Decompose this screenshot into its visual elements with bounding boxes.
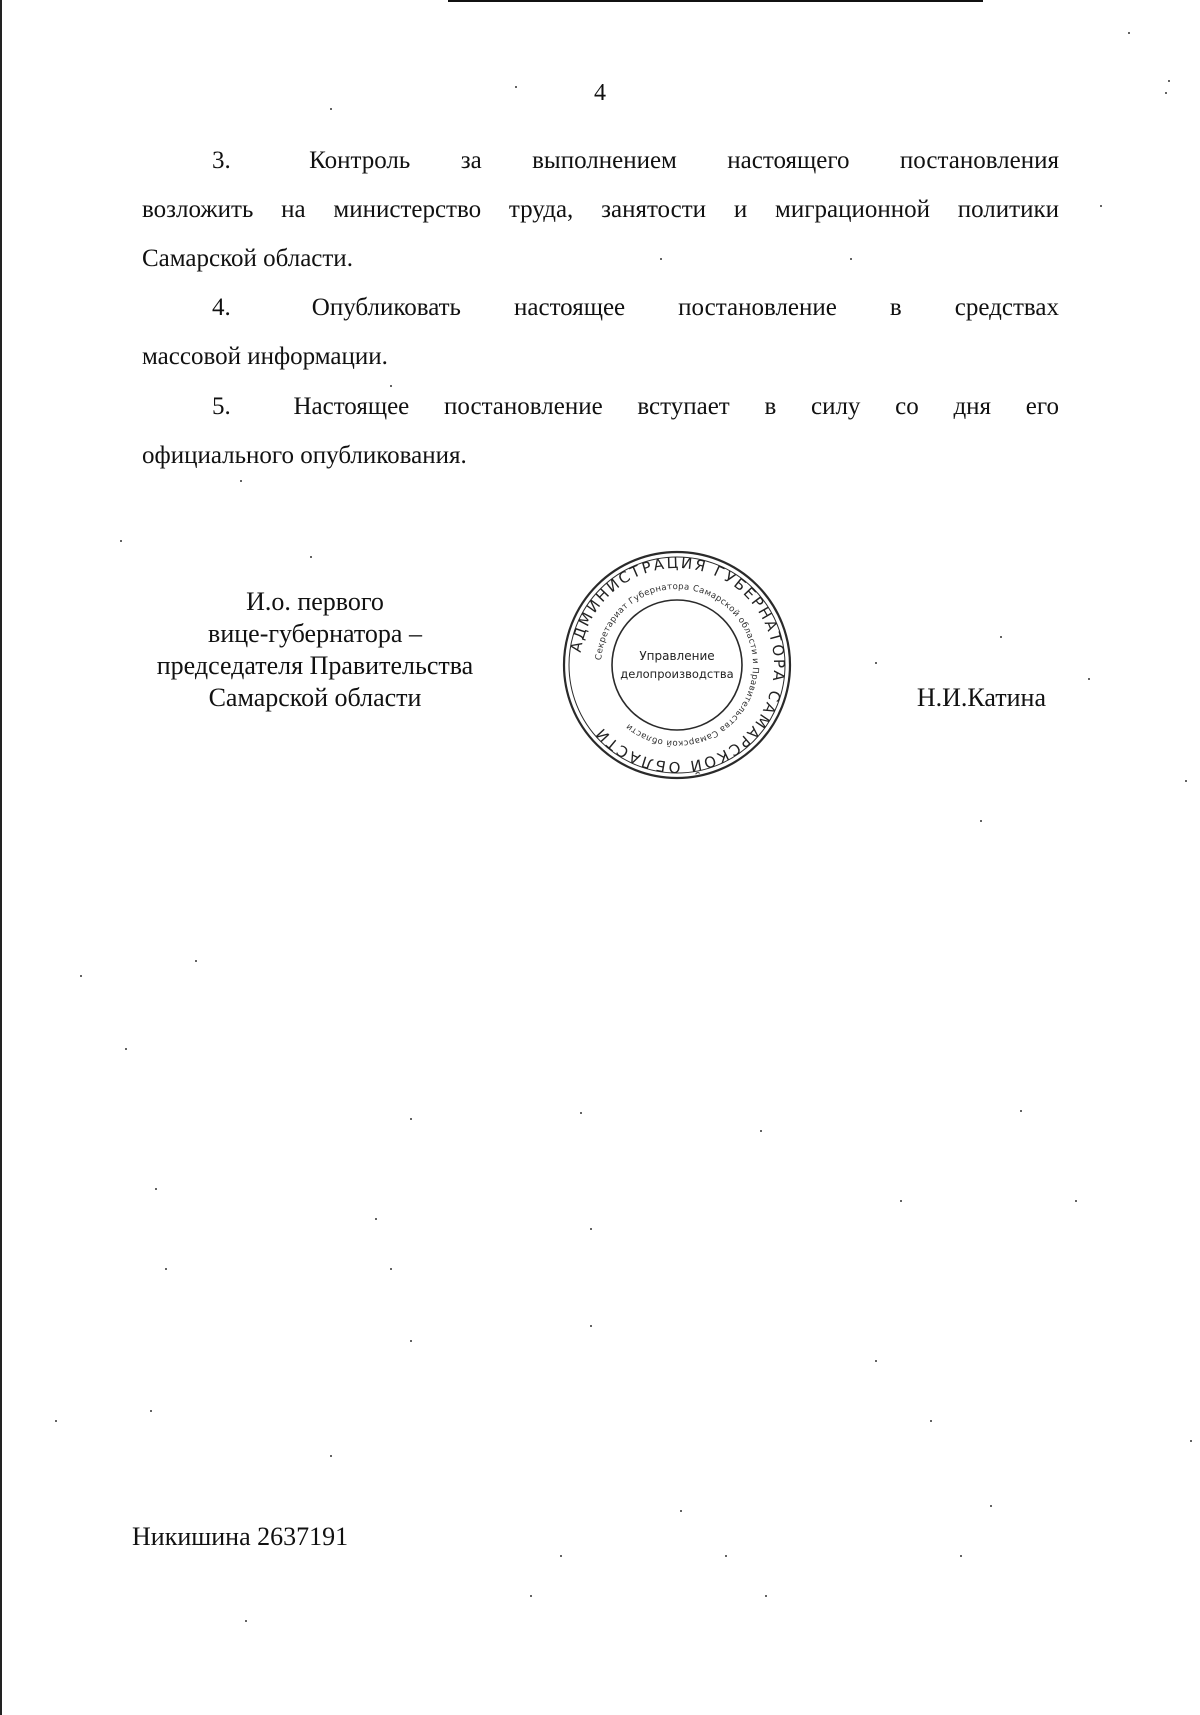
paragraph-word: силу [810, 393, 861, 420]
paragraph-first-line [142, 283, 1059, 332]
stamp-inner-text: Секретариат Губернатора Самарской области и Правительства Самарской области [594, 581, 761, 749]
paragraph-word: настоящее [514, 294, 626, 321]
paragraph-word: его [1025, 393, 1059, 420]
paragraph-last-line: Самарской области. [142, 245, 353, 272]
scan-speck [410, 1340, 412, 1342]
scan-speck [850, 258, 852, 260]
paragraph-word: дня [953, 393, 992, 420]
scan-speck [1075, 1200, 1077, 1202]
scan-speck [240, 480, 242, 482]
signatory-name: Н.И.Катина [916, 683, 1046, 712]
scan-speck [765, 1595, 767, 1597]
scan-speck [875, 662, 877, 664]
scan-speck [990, 1505, 992, 1507]
scan-speck [1000, 636, 1002, 638]
scan-speck [150, 1410, 152, 1412]
paragraph-word: средствах [954, 294, 1059, 321]
scan-top-edge-line [448, 0, 983, 2]
scan-speck [375, 1218, 377, 1220]
paragraph-number: 5. [212, 393, 231, 420]
signatory-title-line: Самарской области [208, 683, 422, 712]
paragraph-number: 3. [212, 147, 231, 174]
scan-speck [1168, 80, 1170, 82]
svg-text:Секретариат Губернатора Самарс [594, 582, 760, 748]
scan-speck [930, 1420, 932, 1422]
scan-speck [560, 1555, 562, 1557]
signatory-title [130, 586, 500, 714]
scan-speck [660, 258, 662, 260]
scan-speck [390, 1268, 392, 1270]
paragraph-word: выполнением [532, 147, 677, 174]
paragraph-word: труда, [508, 196, 574, 223]
scan-speck [155, 1188, 157, 1190]
signatory-title-line: вице-губернатора – [208, 619, 422, 648]
scan-speck [390, 385, 392, 387]
scan-speck [1185, 780, 1187, 782]
scan-speck [245, 1620, 247, 1622]
paragraph-word: занятости [601, 196, 707, 223]
scan-speck [980, 820, 982, 822]
paragraph-word: на [281, 196, 306, 223]
paragraph-word: министерство [333, 196, 482, 223]
executor-contact: Никишина 2637191 [132, 1522, 349, 1551]
scan-speck [530, 1595, 532, 1597]
paragraph-word: со [895, 393, 919, 420]
stamp-center-line: Управление [639, 649, 715, 663]
paragraph-word: постановления [899, 147, 1059, 174]
scan-speck [875, 1360, 877, 1362]
paragraph-5 [142, 382, 1059, 480]
scan-speck [1165, 92, 1167, 94]
scan-speck [1100, 205, 1102, 207]
scan-speck [515, 86, 517, 88]
scan-left-edge-line [0, 0, 2, 1715]
paragraph-last-line: официального опубликования. [142, 442, 467, 469]
scan-speck [120, 540, 122, 542]
paragraph-word: Опубликовать [311, 294, 461, 321]
paragraph-word: миграционной [775, 196, 930, 223]
scan-speck [590, 1325, 592, 1327]
scan-speck [1190, 1440, 1192, 1442]
paragraph-first-line [142, 136, 1059, 185]
signatory-title-line: И.о. первого [246, 587, 384, 616]
paragraph-first-line [142, 382, 1059, 431]
scan-speck [1088, 678, 1090, 680]
scan-speck [330, 1455, 332, 1457]
paragraph-word: постановление [443, 393, 603, 420]
scan-speck [55, 1420, 57, 1422]
scan-speck [960, 1555, 962, 1557]
paragraph-3 [142, 136, 1059, 283]
paragraph-line [142, 185, 1059, 234]
scan-speck [1128, 32, 1130, 34]
paragraph-4 [142, 283, 1059, 381]
stamp-center-line: делопроизводства [620, 667, 734, 681]
paragraph-word: и [733, 196, 748, 223]
stamp-outer-text: АДМИНИСТРАЦИЯ ГУБЕРНАТОРА САМАРСКОЙ ОБЛАСТИ [566, 553, 789, 777]
scan-speck [760, 1130, 762, 1132]
page-number: 4 [594, 80, 606, 106]
scan-speck [580, 1112, 582, 1114]
scan-speck [1020, 1110, 1022, 1112]
scan-speck [80, 975, 82, 977]
paragraph-word: политики [957, 196, 1059, 223]
scan-speck [680, 1510, 682, 1512]
scan-speck [125, 1048, 127, 1050]
paragraph-word: вступает [637, 393, 730, 420]
scan-speck [310, 556, 312, 558]
paragraph-word: Настоящее [293, 393, 410, 420]
scan-speck [165, 1268, 167, 1270]
paragraph-number: 4. [212, 294, 231, 321]
paragraph-word: в [889, 294, 902, 321]
paragraph-word: настоящего [727, 147, 850, 174]
paragraph-word: Контроль [309, 147, 411, 174]
official-seal-stamp [560, 548, 794, 782]
scan-speck [195, 960, 197, 962]
scan-speck [410, 1118, 412, 1120]
scan-speck [900, 1200, 902, 1202]
paragraph-word: постановление [678, 294, 837, 321]
scan-speck [330, 108, 332, 110]
paragraph-word: возложить [142, 196, 254, 223]
signatory-title-line: председателя Правительства [156, 651, 474, 680]
paragraph-word: в [764, 393, 777, 420]
paragraph-last-line: массовой информации. [142, 343, 388, 370]
scan-speck [590, 1228, 592, 1230]
paragraph-word: за [460, 147, 482, 174]
scan-speck [725, 1555, 727, 1557]
